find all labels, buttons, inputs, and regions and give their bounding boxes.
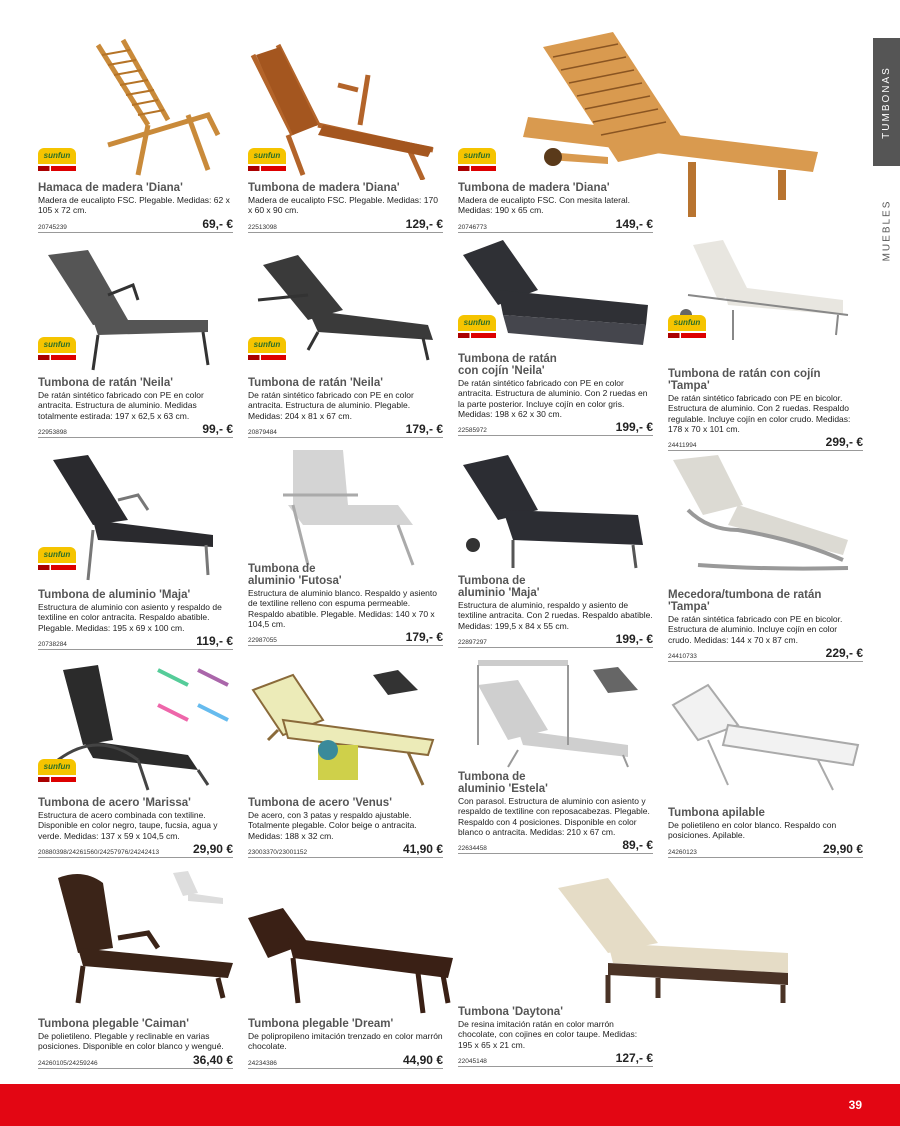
product-image (458, 873, 828, 1008)
product-name: Tumbona de aluminio 'Estela' (458, 771, 548, 795)
product-card[interactable] (458, 655, 653, 865)
product-ref: 22513098 (248, 223, 277, 231)
product-ref: 24411994 (668, 442, 697, 450)
page-footer (0, 1084, 900, 1126)
product-ref: 24260123 (668, 848, 697, 856)
product-desc: De ratán sintético fabricado con PE en bicolor. Estructura de aluminio. Con 2 ruedas. Respaldo regulable. Incluye cojín en color crudo. Medidas: 178 x 70 x 101 cm. (668, 393, 851, 434)
product-image (458, 450, 653, 570)
product-card[interactable] (458, 868, 653, 1078)
product-desc: De polietileno. Plegable y reclinable en varias posiciones. Disponible en color blanco y wengué. (38, 1031, 224, 1052)
product-card[interactable] (668, 445, 863, 660)
product-ref: 22897297 (458, 638, 487, 646)
product-card[interactable] (38, 30, 233, 235)
product-card[interactable] (38, 235, 233, 445)
product-name: Tumbona apilable (668, 807, 765, 819)
sunfun-logo: sunfun (38, 337, 76, 365)
page-number: 39 (848, 1098, 862, 1112)
product-ref: 20738284 (38, 640, 67, 648)
product-card[interactable] (248, 30, 443, 235)
product-name: Hamaca de madera 'Diana' (38, 182, 183, 194)
product-price: 199,- € (615, 631, 653, 646)
product-name: Tumbona de ratán 'Neila' (248, 377, 383, 389)
product-card[interactable] (248, 445, 443, 655)
sunfun-logo: sunfun (458, 315, 496, 343)
product-name: Tumbona de ratán con cojín 'Tampa' (668, 368, 821, 392)
sunfun-logo: sunfun (668, 315, 706, 343)
product-price: 179,- € (405, 421, 443, 436)
product-desc: De resina imitación ratán en color marrón chocolate, con cojines en color taupe. Medidas: 195 x 65 x 21 cm. (458, 1019, 638, 1050)
product-ref: 23003370/23001152 (248, 848, 308, 856)
product-desc: De polipropileno imitación trenzado en color marrón chocolate. (248, 1031, 443, 1052)
product-price: 69,- € (202, 216, 233, 231)
product-image (248, 660, 443, 795)
product-name: Tumbona de ratán 'Neila' (38, 377, 173, 389)
product-desc: De ratán sintético fabricado con PE en color antracita. Estructura de aluminio. Con 2 ruedas en la parte posterior. Incluye cojín en color gris. Medidas: 198 x 62 x 30 cm. (458, 378, 648, 419)
product-card[interactable] (458, 30, 653, 235)
product-card[interactable] (38, 445, 233, 655)
product-image (248, 445, 443, 570)
product-ref: 22953898 (38, 428, 67, 436)
product-price: 149,- € (615, 216, 653, 231)
product-desc: Estructura de aluminio con asiento y respaldo de textiline en color antracita. Respaldo abatible. Plegable. Medidas: 195 x 69 x 100 cm. (38, 602, 222, 633)
sunfun-logo: sunfun (458, 148, 496, 176)
product-image (668, 675, 863, 795)
product-ref: 20746773 (458, 223, 487, 231)
product-desc: Madera de eucalipto FSC. Con mesita lateral. Medidas: 190 x 65 cm. (458, 195, 630, 216)
product-desc: De ratán sintética fabricado con PE en bicolor. Estructura de aluminio. Incluye cojín en color crudo. Medidas: 144 x 70 x 87 cm. (668, 614, 843, 645)
product-card[interactable] (38, 868, 233, 1078)
product-price: 179,- € (405, 630, 443, 645)
product-price: 44,90 € (402, 1052, 443, 1067)
product-name: Tumbona de madera 'Diana' (458, 182, 610, 194)
product-price: 299,- € (825, 435, 863, 450)
product-name: Tumbona de aluminio 'Maja' (458, 575, 540, 599)
product-price: 199,- € (615, 420, 653, 435)
product-name: Tumbona de acero 'Venus' (248, 797, 392, 809)
product-desc: Estructura de aluminio, respaldo y asiento de textiline antracita. Con 2 ruedas. Respaldo abatible. Medidas: 199,5 x 84 x 55 cm. (458, 600, 653, 631)
product-price: 29,90 € (192, 841, 233, 856)
product-card[interactable] (458, 235, 653, 445)
product-name: Tumbona de ratán con cojín 'Neila' (458, 353, 557, 377)
product-image (668, 450, 863, 575)
product-ref: 24410733 (668, 652, 697, 660)
product-name: Tumbona 'Daytona' (458, 1006, 563, 1018)
product-desc: De ratán sintético fabricado con PE en color antracita. Estructura de aluminio. Plegable. Medidas: 204 x 81 x 67 cm. (248, 390, 414, 421)
product-price: 41,90 € (402, 841, 443, 856)
product-card[interactable] (248, 655, 443, 865)
product-desc: Con parasol. Estructura de aluminio con asiento y respaldo de textiline con reposacabezas. Plegable. Respaldo con 4 posiciones. Disponible en color blanco o antracita. Medidas: 210 x 67 cm. (458, 796, 650, 837)
product-name: Tumbona plegable 'Caiman' (38, 1018, 189, 1030)
product-ref: 24234386 (248, 1059, 277, 1067)
sunfun-logo: sunfun (38, 759, 76, 787)
product-name: Tumbona de acero 'Marissa' (38, 797, 191, 809)
product-ref: 20880398/24261560/24257976/24242413 (38, 848, 160, 856)
product-price: 119,- € (196, 633, 233, 648)
product-price: 29,90 € (822, 841, 863, 856)
product-ref: 22585972 (458, 427, 487, 435)
sunfun-logo: sunfun (248, 148, 286, 176)
product-card[interactable] (248, 868, 443, 1078)
product-name: Mecedora/tumbona de ratán 'Tampa' (668, 589, 822, 613)
product-image (248, 903, 443, 1018)
product-desc: De acero, con 3 patas y respaldo ajustable. Totalmente plegable. Color beige o antracita. Medidas: 188 x 32 cm. (248, 810, 417, 841)
product-ref: 24260105/24259246 (38, 1059, 98, 1067)
product-desc: Madera de eucalipto FSC. Plegable. Medidas: 62 x 105 x 72 cm. (38, 195, 230, 216)
product-ref: 20879484 (248, 428, 277, 436)
product-price: 89,- € (622, 838, 653, 853)
product-desc: De ratán sintético fabricado con PE en color antracita. Estructura de aluminio. Medidas totalmente estirada: 197 x 62,5 x 63 cm. (38, 390, 204, 421)
product-name: Tumbona de aluminio 'Futosa' (248, 563, 342, 587)
product-ref: 22987055 (248, 637, 277, 645)
product-price: 99,- € (202, 421, 233, 436)
product-name: Tumbona plegable 'Dream' (248, 1018, 394, 1030)
product-desc: Estructura de acero combinada con textiline. Disponible en color negro, taupe, fucsia, agua y verde. Medidas: 137 x 59 x 104,5 cm. (38, 810, 218, 841)
product-price: 36,40 € (192, 1052, 233, 1067)
product-price: 127,- € (615, 1050, 653, 1065)
product-price: 129,- € (405, 216, 443, 231)
product-ref: 22634458 (458, 845, 487, 853)
product-ref: 20745239 (38, 223, 67, 231)
product-card[interactable] (248, 235, 443, 445)
product-name: Tumbona de madera 'Diana' (248, 182, 400, 194)
product-card[interactable] (458, 445, 653, 655)
sunfun-logo: sunfun (248, 337, 286, 365)
product-desc: De polietileno en color blanco. Respaldo con posiciones. Apilable. (668, 820, 837, 841)
product-desc: Madera de eucalipto FSC. Plegable. Medidas: 170 x 60 x 90 cm. (248, 195, 438, 216)
product-ref: 22045148 (458, 1057, 487, 1065)
product-card[interactable] (38, 655, 233, 865)
product-card[interactable] (668, 235, 863, 450)
product-image (38, 868, 233, 1008)
product-name: Tumbona de aluminio 'Maja' (38, 589, 191, 601)
product-price: 229,- € (825, 645, 863, 660)
category-tab[interactable] (873, 38, 900, 166)
category-label: TUMBONAS (881, 65, 893, 139)
product-image (458, 655, 653, 770)
product-desc: Estructura de aluminio blanco. Respaldo y asiento de textiline relleno con espuma permeable. Respaldo abatible. Plegable. Medidas: 140 x 70 x 104,5 cm. (248, 588, 437, 629)
sunfun-logo: sunfun (38, 148, 76, 176)
sunfun-logo: sunfun (38, 547, 76, 575)
section-label: MUEBLES (881, 199, 893, 261)
